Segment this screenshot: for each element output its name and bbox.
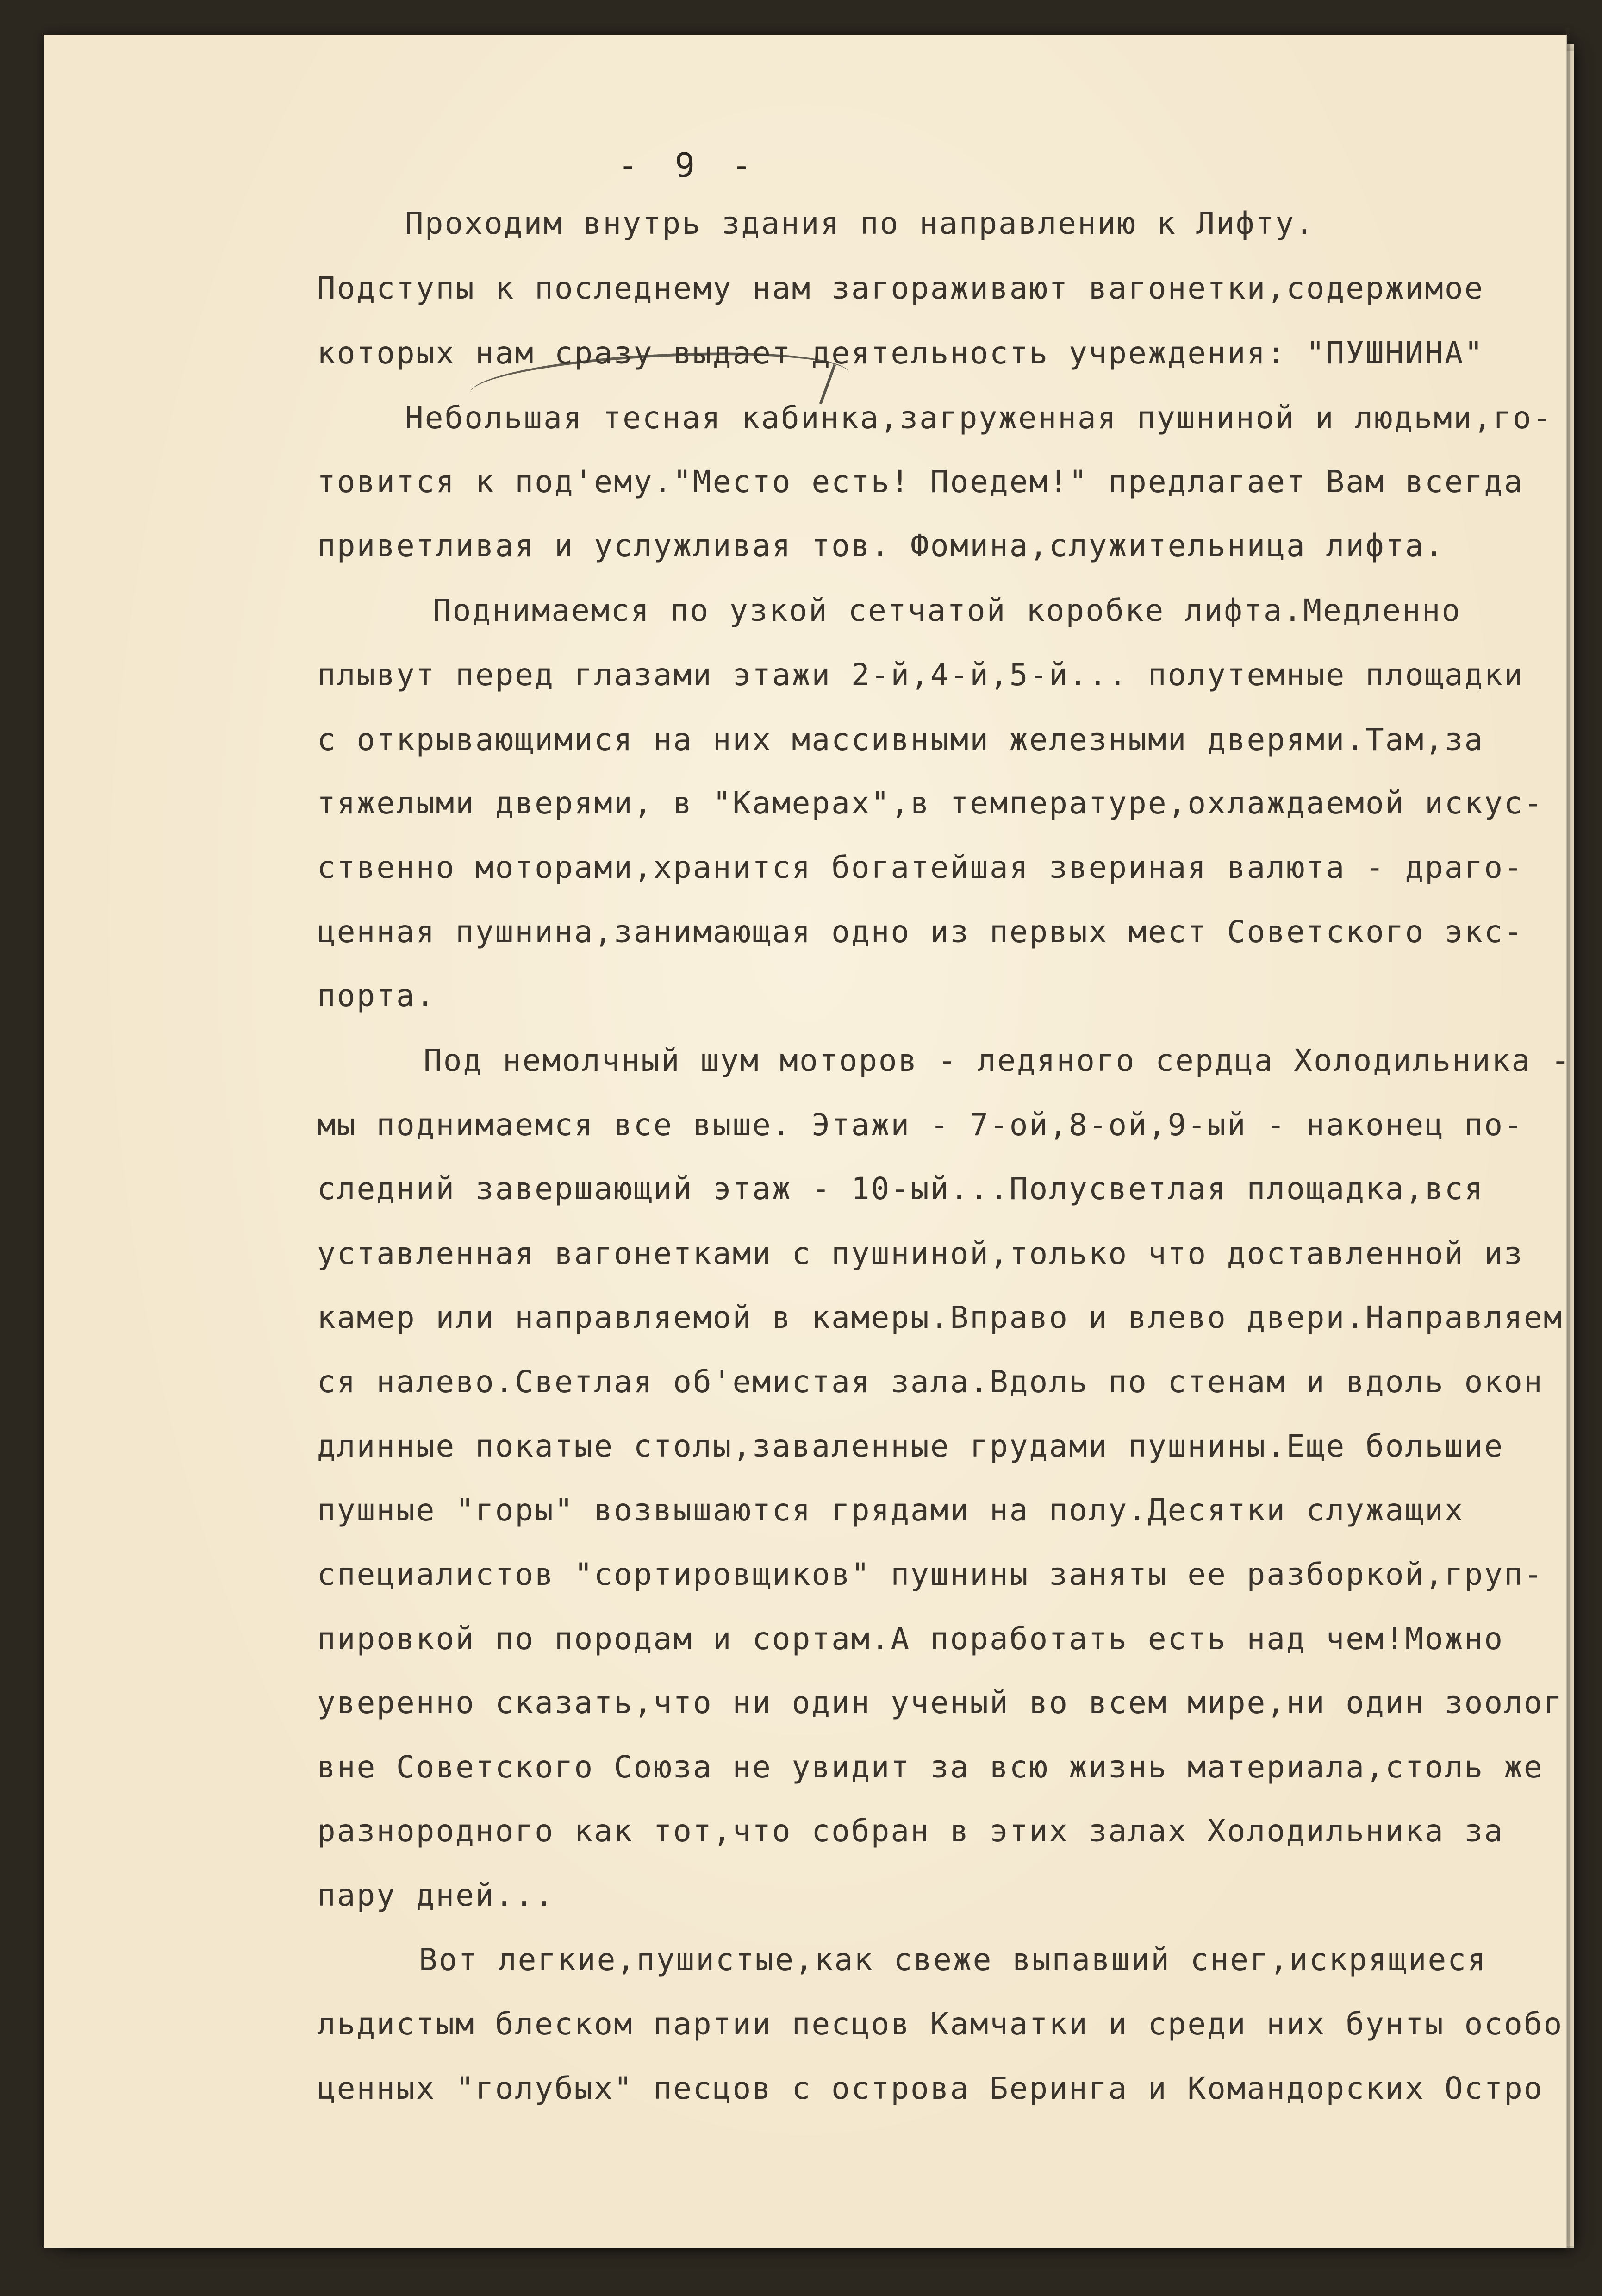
text-line: Подступы к последнему нам загораживают вагонетки,содержимое	[317, 270, 1484, 306]
text-line: вне Советского Союза не увидит за всю жизнь материала,столь же	[317, 1749, 1544, 1785]
text-line: специалистов "сортировщиков" пушнины заняты ее разборкой,груп-	[317, 1557, 1544, 1592]
text-line: Вот легкие,пушистые,как свеже выпавший снег,искрящиеся	[419, 1942, 1487, 1977]
text-line: Поднимаемся по узкой сетчатой коробке лифта.Медленно	[433, 593, 1462, 628]
text-line: плывут перед глазами этажи 2-й,4-й,5-й... полутемные площадки	[317, 657, 1524, 693]
text-line: Под немолчный шум моторов - ледяного сердца Холодильника -	[424, 1043, 1571, 1078]
text-line: пировкой по породам и сортам.А поработать есть над чем!Можно	[317, 1621, 1504, 1657]
body-text	[280, 35, 1602, 2106]
text-line: уверенно сказать,что ни один ученый во всем мире,ни один зоолог	[317, 1685, 1564, 1720]
text-line: ценная пушнина,занимающая одно из первых мест Советского экс-	[317, 914, 1524, 950]
text-line: приветливая и услужливая тов. Фомина,служительница лифта.	[317, 528, 1445, 563]
text-line: порта.	[317, 978, 436, 1013]
text-line: мы поднимаемся все выше. Этажи - 7-ой,8-ой,9-ый - наконец по-	[317, 1107, 1524, 1143]
text-line: ся налево.Светлая об'емистая зала.Вдоль по стенам и вдоль окон	[317, 1364, 1544, 1400]
text-line: пушные "горы" возвышаются грядами на полу.Десятки служащих	[317, 1492, 1465, 1528]
text-line: разнородного как тот,что собран в этих залах Холодильника за	[317, 1813, 1504, 1849]
text-line: длинные покатые столы,заваленные грудами пушнины.Еще большие	[317, 1428, 1504, 1464]
text-line: пару дней...	[317, 1877, 555, 1913]
text-line: с открывающимися на них массивными железными дверями.Там,за	[317, 722, 1484, 757]
text-line: тяжелыми дверями, в "Камерах",в температуре,охлаждаемой искус-	[317, 785, 1544, 821]
text-line: товится к под'ему."Место есть! Поедем!" предлагает Вам всегда	[317, 464, 1524, 500]
text-line: ценных "голубых" песцов с острова Беринга и Командорских Остро	[317, 2071, 1544, 2106]
text-line: уставленная вагонетками с пушниной,только что доставленной из	[317, 1236, 1524, 1271]
text-line: Небольшая тесная кабинка,загруженная пушниной и людьми,го-	[405, 400, 1552, 436]
text-line: ственно моторами,хранится богатейшая звериная валюта - драго-	[317, 850, 1524, 885]
text-line: которых нам сразу выдает деятельность учреждения: "ПУШНИНА"	[317, 335, 1484, 371]
document-page	[44, 35, 1571, 2248]
text-line: Проходим внутрь здания по направлению к Лифту.	[405, 206, 1315, 241]
text-line: льдистым блеском партии песцов Камчатки и среди них бунты особо	[317, 2006, 1564, 2042]
page-edge-shadow	[1566, 28, 1570, 2250]
page-number: - 9 -	[618, 146, 760, 185]
text-line: следний завершающий этаж - 10-ый...Полусветлая площадка,вся	[317, 1171, 1484, 1207]
text-line: камер или направляемой в камеры.Вправо и влево двери.Направляем	[317, 1300, 1564, 1335]
